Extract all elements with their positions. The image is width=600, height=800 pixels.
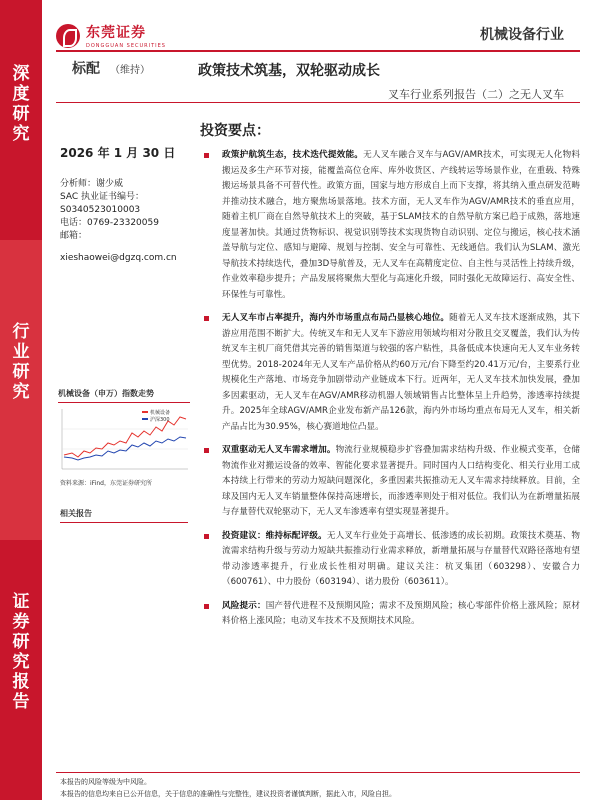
bullet-icon bbox=[204, 316, 209, 321]
key-points-body bbox=[196, 148, 580, 638]
brand-logo bbox=[56, 22, 166, 49]
sidebar bbox=[0, 0, 42, 800]
chart-svg bbox=[58, 403, 190, 483]
key-point-item bbox=[196, 311, 580, 435]
key-point-lead: 投资建议：维持标配评级。 bbox=[222, 530, 327, 541]
sidebar-char: 报 bbox=[12, 672, 30, 692]
brand-mark-icon bbox=[56, 24, 80, 48]
key-point-lead: 双重驱动无人叉车需求增加。 bbox=[222, 445, 336, 455]
key-point-item bbox=[196, 529, 580, 591]
sidebar-section-industry-research bbox=[0, 240, 42, 540]
key-point-item bbox=[196, 443, 580, 521]
sidebar-char: 深 bbox=[12, 64, 30, 84]
key-point-text: 随着无人叉车技术逐渐成熟，其下游应用范围不断扩大。传统叉车和无人叉车下游应用领域均相对分散且交叉覆盖，我们认为传统叉车主机厂商凭借其完善的销售渠道与较强的客户粘性，具备低成本快速向无人叉车业务转型优势。2018-2024年无人叉车产品价格从约60万元/台下降至约20.41万元/台，主要系行业规模化生产落地、市场竞争加剧带动产业链成本下行。近两年，无人叉车技术加快发展，叠加多因素驱动，无人叉车在AGV/AMR移动机器人领域销售占比整体呈上升趋势，渗透率持续提升。2025年全球AGV/AMR企业发布新产品126款，海内外市场均重点布局无人叉车，相关新产品占比为30.95%，核心赛道地位凸显。 bbox=[222, 313, 580, 432]
key-point-lead: 风险提示： bbox=[222, 600, 266, 611]
sidebar-char: 告 bbox=[12, 692, 30, 712]
chart-title: 机械设备（申万）指数走势 bbox=[58, 388, 190, 403]
legend-swatch-machinery bbox=[142, 411, 148, 413]
key-point-lead: 政策护航筑生态，技术迭代提效能。 bbox=[222, 150, 364, 160]
report-title: 政策技术筑基，双轮驱动成长 bbox=[198, 63, 380, 79]
key-point-text: 国产替代进程不及预期风险；需求不及预期风险；核心零部件价格上涨风险；原材料价格上涨风险；电动叉车技术不及预期技术风险。 bbox=[222, 600, 580, 626]
sidebar-char: 研 bbox=[12, 362, 30, 382]
footer-line-1: 本报告的风险等级为中风险。 bbox=[60, 778, 151, 786]
bullet-icon bbox=[204, 604, 209, 609]
bullet-icon bbox=[204, 153, 209, 158]
rating-label: 标配 bbox=[72, 61, 100, 77]
sidebar-label bbox=[0, 0, 42, 144]
footer-line-2: 本报告的信息均来自已公开信息，关于信息的准确性与完整性，建议投资者谨慎判断，据此入市，风险自担。 bbox=[60, 790, 396, 798]
bullet-icon bbox=[204, 448, 209, 453]
sidebar-section-securities-report bbox=[0, 540, 42, 800]
analyst-info bbox=[60, 178, 177, 265]
index-chart bbox=[58, 388, 190, 488]
analyst-name: 分析师：谢少威 bbox=[60, 179, 124, 189]
bullet-icon bbox=[204, 534, 209, 539]
cert-number: S0340523010003 bbox=[60, 205, 141, 215]
sidebar-label bbox=[0, 240, 42, 402]
series-subtitle: 叉车行业系列报告（二）之无人叉车 bbox=[388, 88, 564, 101]
phone: 电话：0769-23320059 bbox=[60, 218, 159, 228]
key-point-text: 无人叉车行业处于高增长、低渗透的成长初期。政策技术奠基、物流需求结构升级与劳动力短缺共振推动行业需求释放，新增量拓展与存量替代双路径落地有望带动渗透率提升，行业成长性相对明确。建议关注：杭叉集团（603298）、安徽合力（600761）、中力股份（603194）、诺力股份（603611）。 bbox=[222, 530, 580, 587]
key-point-item bbox=[196, 148, 580, 303]
sidebar-char: 券 bbox=[12, 612, 30, 632]
sidebar-char: 业 bbox=[12, 342, 30, 362]
sidebar-section-deep-research bbox=[0, 0, 42, 240]
series-line-csi300 bbox=[64, 437, 186, 460]
email-label: 邮箱： bbox=[60, 231, 88, 241]
rating-note: （维持） bbox=[110, 65, 150, 76]
rating-row bbox=[72, 58, 150, 78]
header-divider bbox=[56, 50, 580, 52]
key-point-text: 物流行业规模稳步扩容叠加需求结构升级、作业模式变革，仓储物流作业对搬运设备的效率、智能化要求显著提升。同时国内人口结构变化、相关行业用工成本持续上行带来的劳动力短缺问题深化，多重因素共振推动无人叉车需求持续释放。目前，全球及国内无人叉车销量整体保持高速增长，而渗透率则处于相对低位。我们认为在新增量拓展与存量替代双轮驱动下，无人叉车渗透率有望实现显著提升。 bbox=[222, 445, 580, 517]
chart-source: 资料来源：iFind，东莞证券研究所 bbox=[60, 480, 152, 487]
sidebar-char: 度 bbox=[12, 84, 30, 104]
key-point-text: 无人叉车融合叉车与AGV/AMR技术，可实现无人化物料搬运及多生产环节对接，能覆盖高位仓库、库外收货区、产线转运等场景作业，在重载、特殊搬运场景具备不可替代性。政策方面，国家与地方形成自上而下支撑，将其纳入重点研发范畴并推动技术融合，地方聚焦场景落地。技术方面，无人叉车作为AGV/AMR技术的垂直应用，随着主机厂商在自然导航技术上的突破，基于SLAM技术的自然导航方案已趋于成熟，落地速度显著加快。其通过货物标识、视觉识别等技术实现货物自动识别、定位与搬运，核心技术涵盖导航与定位、感知与避障、规划与控制、安全与可靠性、无线通信。我们认为SLAM、激光导航技术持续迭代，叠加3D导航普及，无人叉车在高精度定位、自主性与灵活性上持续升级，作业效率稳步提升；产品发展将聚焦大型化与高速化升级，同时强化无故障运行、高安全性、环保性与可靠性。 bbox=[222, 150, 580, 300]
email-address[interactable]: xieshaowei@dgzq.com.cn bbox=[60, 253, 177, 263]
sidebar-char: 行 bbox=[12, 322, 30, 342]
sidebar-char: 证 bbox=[12, 592, 30, 612]
key-point-lead: 无人叉车市占率提升，海内外市场重点布局凸显核心地位。 bbox=[222, 313, 450, 323]
legend-label-machinery: 机械设备 bbox=[150, 410, 171, 416]
sidebar-char: 究 bbox=[12, 652, 30, 672]
report-date: 2026 年 1 月 30 日 bbox=[60, 146, 176, 160]
related-reports-heading: 相关报告 bbox=[60, 508, 188, 523]
industry-title: 机械设备行业 bbox=[480, 27, 564, 43]
legend-swatch-csi300 bbox=[142, 418, 148, 420]
sac-label: SAC 执业证书编号： bbox=[60, 192, 145, 202]
sidebar-char: 究 bbox=[12, 124, 30, 144]
subheader-divider bbox=[56, 102, 580, 103]
key-points-heading: 投资要点： bbox=[200, 123, 270, 139]
brand-name-cn: 东莞证券 bbox=[86, 25, 146, 41]
sidebar-char: 研 bbox=[12, 632, 30, 652]
legend-label-csi300: 沪深300 bbox=[150, 417, 170, 423]
key-point-item bbox=[196, 599, 580, 630]
sidebar-label bbox=[0, 540, 42, 712]
footer-disclaimer bbox=[60, 776, 396, 800]
footer-divider bbox=[56, 772, 580, 773]
brand-name-en: DONGGUAN SECURITIES bbox=[86, 43, 166, 49]
sidebar-char: 究 bbox=[12, 382, 30, 402]
sidebar-char: 研 bbox=[12, 104, 30, 124]
